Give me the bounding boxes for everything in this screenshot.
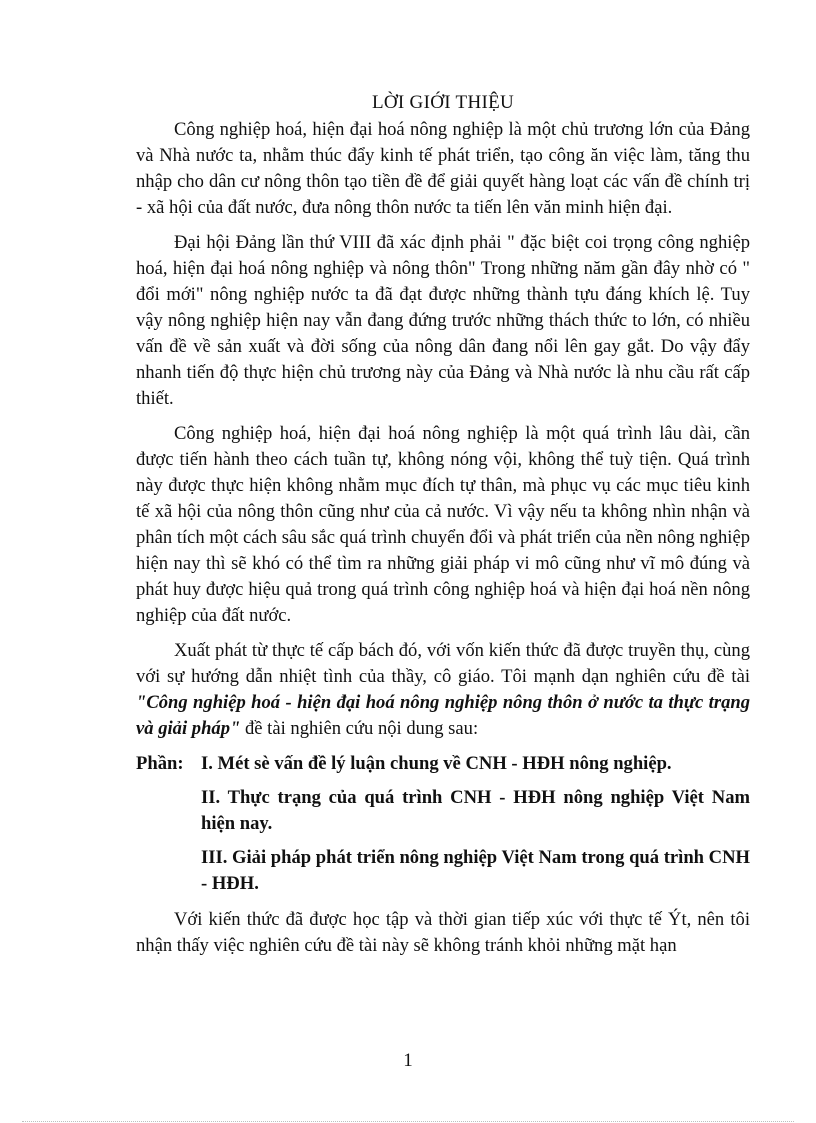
paragraph-3: Công nghiệp hoá, hiện đại hoá nông nghiệp là một quá trình lâu dài, cần được tiến hành theo cách tuần tự, không nóng vội, không thể tuỳ tiện. Quá trình này được thực hiện không nhằm mục đích tự thân, mà phục vụ các mục tiêu kinh tế xã hội của nông thôn cũng như của cả nước. Vì vậy nếu ta không nhìn nhận và phân tích một cách sâu sắc quá trình chuyển đổi và phát triển của nền nông nghiệp hiện nay thì sẽ khó có thể tìm ra những giải pháp vi mô cũng như vĩ mô đúng và phát huy được hiệu quả trong quá trình công nghiệp hoá và hiện đại hoá nền nông nghiệp của đất nước. [136,423,750,626]
parts-label: Phần: [136,753,184,774]
paragraph-5: Với kiến thức đã được học tập và thời gian tiếp xúc với thực tế Ýt, nên tôi nhận thấy việc nghiên cứu đề tài này sẽ không tránh khỏi những mặt hạn [136,909,750,956]
part-row-1 [136,751,750,777]
part-1: I. Mét sè vấn đề lý luận chung về CNH - HĐH nông nghiệp. [201,753,672,774]
paragraph-1: Công nghiệp hoá, hiện đại hoá nông nghiệp là một chủ trương lớn của Đảng và Nhà nước ta, nhằm thúc đẩy kinh tế phát triển, tạo công ăn việc làm, tăng thu nhập cho dân cư nông thôn tạo tiền đề để giải quyết hàng loạt các vấn đề chính trị - xã hội của đất nước, đưa nông thôn nước ta tiến lên văn minh hiện đại. [136,119,750,218]
document-page [136,92,750,968]
paragraph-4 [136,638,750,742]
paragraph-2: Đại hội Đảng lần thứ VIII đã xác định phải " đặc biệt coi trọng công nghiệp hoá, hiện đại hoá nông nghiệp và nông thôn" Trong những năm gần đây nhờ có " đổi mới" nông nghiệp nước ta đã đạt được những thành tựu đáng khích lệ. Tuy vậy nông nghiệp hiện nay vẫn đang đứng trước những thách thức to lớn, có nhiều vấn đề về sản xuất và đời sống của nông dân đang nổi lên gay gắt. Do vậy đẩy nhanh tiến độ thực hiện chủ trương này của Đảng và Nhà nước là nhu cầu rất cấp thiết. [136,232,750,409]
page-number: 1 [403,1050,413,1071]
paragraph-4-intro: Xuất phát từ thực tế cấp bách đó, với vốn kiến thức đã được truyền thụ, cùng với sự hướng dẫn nhiệt tình của thầy, cô giáo. Tôi mạnh dạn nghiên cứu đề tài [136,640,750,687]
footer-divider [22,1121,794,1122]
paragraph-4-end: đề tài nghiên cứu nội dung sau: [240,718,479,739]
page-title: LỜI GIỚI THIỆU [371,92,515,113]
research-topic-title: "Công nghiệp hoá - hiện đại hoá nông nghiệp nông thôn ở nước ta thực trạng và giải pháp" [136,692,750,739]
parts-list [136,751,750,897]
part-3: III. Giải pháp phát triển nông nghiệp Việt Nam trong quá trình CNH - HĐH. [201,847,750,894]
part-2: II. Thực trạng của quá trình CNH - HĐH nông nghiệp Việt Nam hiện nay. [201,787,750,834]
